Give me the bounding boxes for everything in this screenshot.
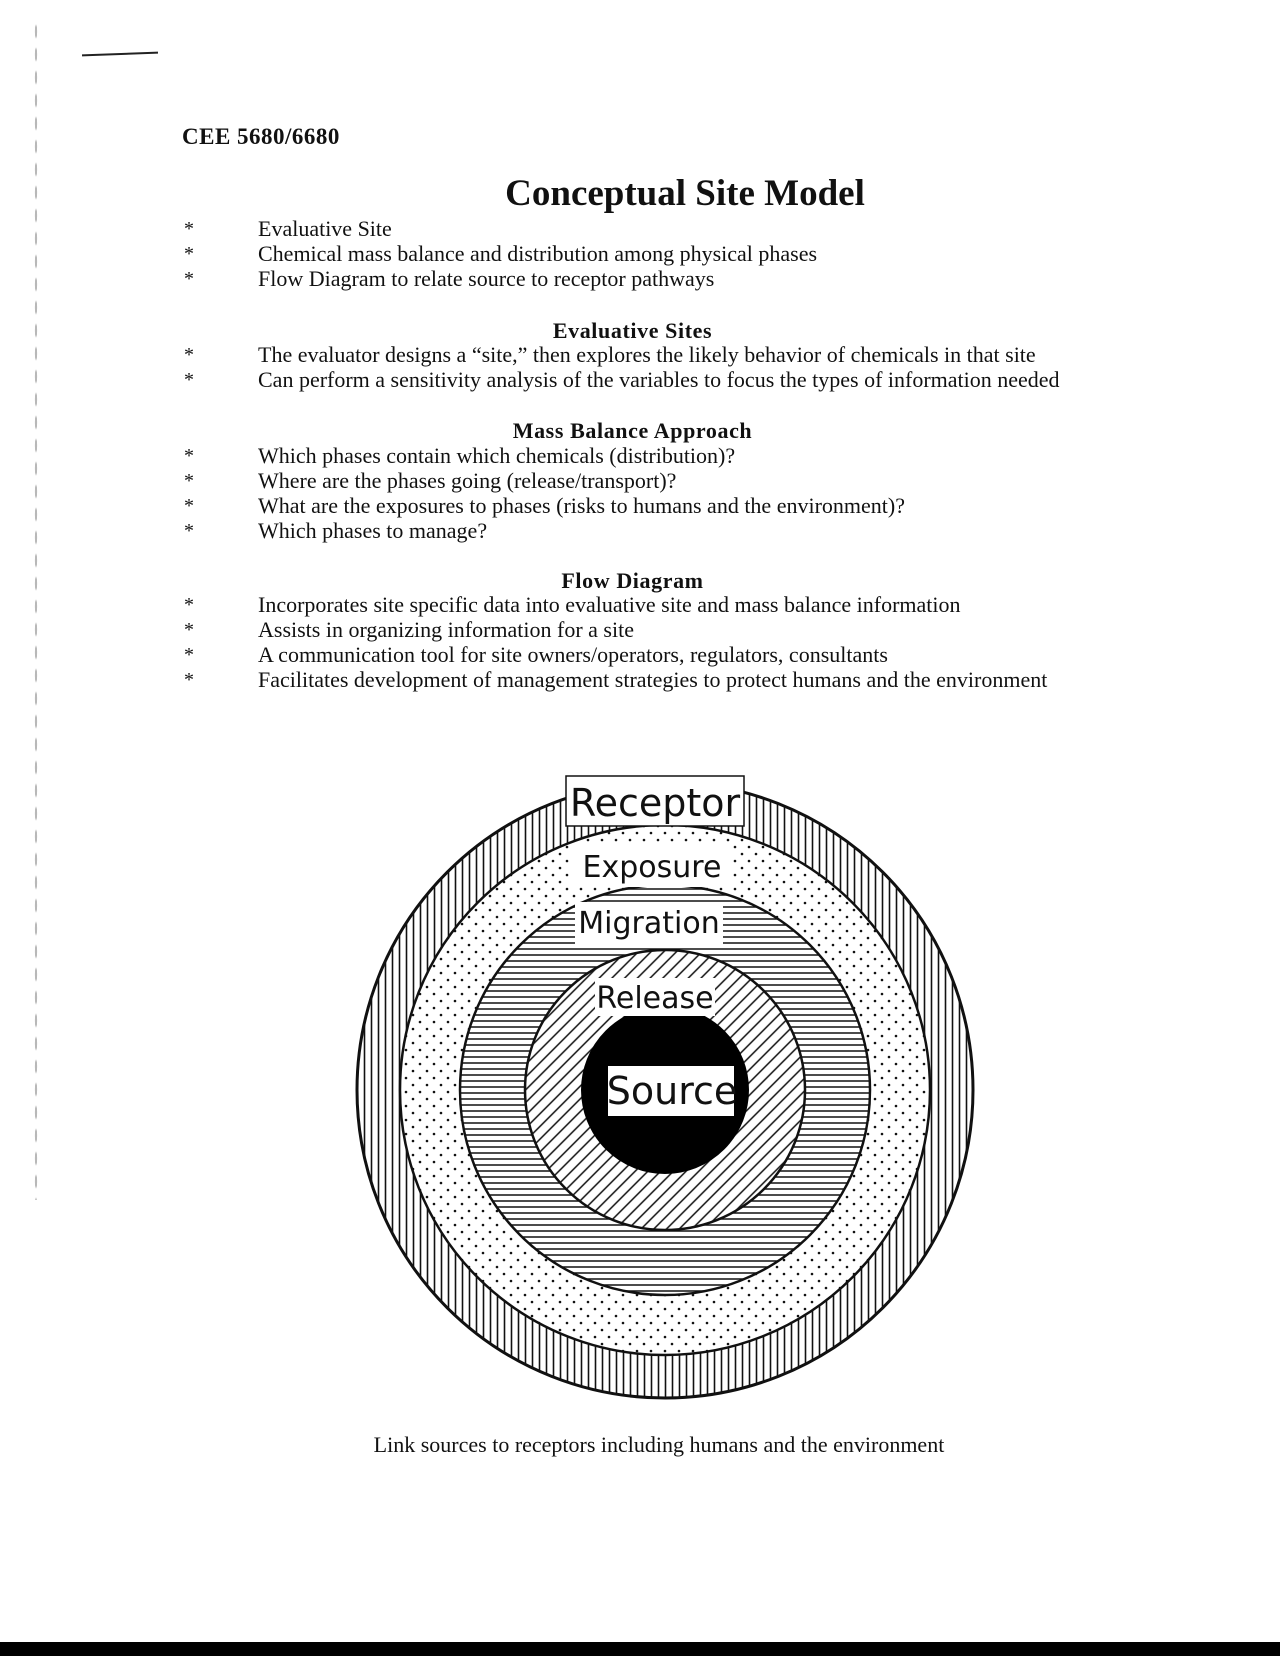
bullet-marker: * <box>184 445 194 467</box>
list-item: * Facilitates development of management strategies to protect humans and the environment <box>184 667 1048 692</box>
bullet-marker: * <box>184 344 194 366</box>
list-item: * A communication tool for site owners/operators, regulators, consultants <box>184 642 888 667</box>
bullet-marker: * <box>184 268 194 290</box>
list-item: * The evaluator designs a “site,” then explores the likely behavior of chemicals in that site <box>184 342 1036 367</box>
conceptual-site-model-diagram <box>340 760 990 1420</box>
list-item: * What are the exposures to phases (risks to humans and the environment)? <box>184 493 905 518</box>
bullet-marker: * <box>184 218 194 240</box>
bullet-marker: * <box>184 644 194 666</box>
section-heading-evaluative-sites: Evaluative Sites <box>552 318 713 343</box>
bullet-marker: * <box>184 520 194 542</box>
section-heading-flow-diagram: Flow Diagram <box>561 568 704 593</box>
receptor-label: Receptor <box>569 781 741 825</box>
evaluative-sites-list <box>182 342 1260 392</box>
bullet-marker: * <box>184 470 194 492</box>
scan-bottom-edge <box>0 1642 1280 1656</box>
migration-label: Migration <box>578 906 720 941</box>
mass-balance-list <box>182 443 1260 543</box>
exposure-label: Exposure <box>582 850 722 885</box>
list-item: * Chemical mass balance and distribution among physical phases <box>184 241 818 266</box>
flow-diagram-list <box>182 592 1260 692</box>
list-item: * Assists in organizing information for a site <box>184 617 634 642</box>
list-item: * Which phases contain which chemicals (distribution)? <box>184 443 736 468</box>
bullet-marker: * <box>184 495 194 517</box>
bullet-marker: * <box>184 369 194 391</box>
bullet-marker: * <box>184 619 194 641</box>
intro-bullet-list <box>182 216 1260 291</box>
list-item: * Can perform a sensitivity analysis of the variables to focus the types of information needed <box>184 367 1060 392</box>
bullet-marker: * <box>184 243 194 265</box>
section-heading-mass-balance: Mass Balance Approach <box>512 418 753 443</box>
bullet-marker: * <box>184 669 194 691</box>
bullet-marker: * <box>184 594 194 616</box>
source-label: Source <box>606 1069 738 1113</box>
list-item: * Evaluative Site <box>184 216 392 241</box>
course-code: CEE 5680/6680 <box>182 124 340 149</box>
list-item: * Flow Diagram to relate source to receptor pathways <box>184 266 715 291</box>
page-title: Conceptual Site Model <box>505 173 865 214</box>
diagram-caption: Link sources to receptors including humans and the environment <box>373 1432 945 1457</box>
list-item: * Which phases to manage? <box>184 518 488 543</box>
list-item: * Incorporates site specific data into evaluative site and mass balance information <box>184 592 961 617</box>
list-item: * Where are the phases going (release/transport)? <box>184 468 677 493</box>
release-label: Release <box>596 981 714 1016</box>
scan-mark <box>82 52 158 57</box>
